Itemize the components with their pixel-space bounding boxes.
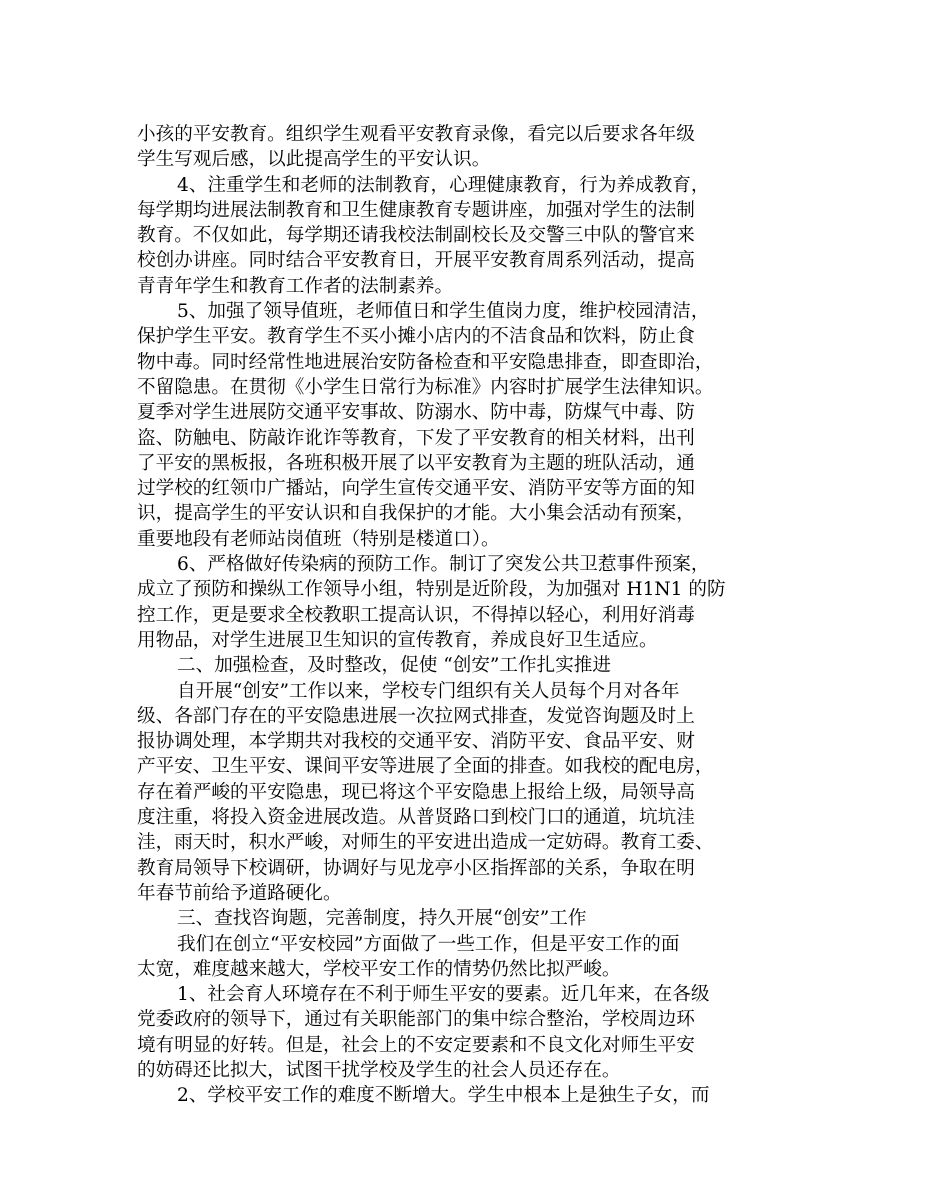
text-line: 教育局领导下校调研，协调好与见龙亭小区指挥部的关系，争取在明 — [137, 857, 695, 879]
text-line: 度注重，将投入资金进展改造。从普贤路口到校门口的通道，坑坑洼 — [137, 807, 695, 829]
text-line: 存在着严峻的平安隐患，现已将这个平安隐患上报给上级，局领导高 — [137, 781, 695, 803]
text-line: 不留隐患。在贯彻《小学生日常行为标准》内容时扩展学生法律知识。 — [137, 376, 714, 398]
text-line: 级、各部门存在的平安隐患进展一次拉网式排查，发觉咨询题及时上 — [137, 705, 695, 727]
document-body — [137, 122, 813, 1109]
text-line: 三、查找咨询题，完善制度，持久开展“创安”工作 — [177, 908, 587, 930]
text-line: 自开展“创安”工作以来，学校专门组织有关人员每个月对各年 — [177, 680, 680, 702]
text-line: 盗、防触电、防敲诈讹诈等教育，下发了平安教育的相关材料，出刊 — [137, 427, 695, 449]
text-line: 学生写观后感，以此提高学生的平安认识。 — [137, 149, 491, 171]
text-line: 境有明显的好转。但是，社会上的不安定要素和不良文化对师生平安 — [137, 1034, 695, 1056]
text-line: 每学期均进展法制教育和卫生健康教育专题讲座，加强对学生的法制 — [137, 199, 695, 221]
text-line: 的妨碍还比拟大，试图干扰学校及学生的社会人员还存在。 — [137, 1059, 621, 1081]
text-line: 我们在创立“平安校园”方面做了一些工作，但是平安工作的面 — [177, 933, 680, 955]
text-line: 教育。不仅如此，每学期还请我校法制副校长及交警三中队的警官来 — [137, 225, 695, 247]
text-line: 产平安、卫生平安、课间平安等进展了全面的排查。如我校的配电房， — [137, 756, 714, 778]
text-line: 1、社会育人环境存在不利于师生平安的要素。近几年来，在各级 — [177, 984, 710, 1006]
text-line: 二、加强检查，及时整改，促使 “创安”工作扎实推进 — [177, 655, 611, 677]
text-line: 识，提高学生的平安认识和自我保护的才能。大小集会活动有预案， — [137, 503, 695, 525]
text-line: 小孩的平安教育。组织学生观看平安教育录像，看完以后要求各年级 — [137, 124, 695, 145]
text-line: 保护学生平安。教育学生不买小摊小店内的不洁食品和饮料，防止食 — [137, 326, 695, 348]
text-line: 重要地段有老师站岗值班（特别是楼道口）。 — [137, 528, 500, 550]
text-line: 控工作，更是要求全校教职工提高认识，不得掉以轻心，利用好消毒 — [137, 604, 695, 626]
text-line: 洼，雨天时，积水严峻，对师生的平安进出造成一定妨碍。教育工委、 — [137, 832, 714, 854]
text-line: 2、学校平安工作的难度不断增大。学生中根本上是独生子女，而 — [177, 1085, 710, 1107]
text-line: 报协调处理，本学期共对我校的交通平安、消防平安、食品平安、财 — [137, 731, 695, 753]
text-line: 年春节前给予道路硬化。 — [137, 882, 342, 904]
text-line: 了平安的黑板报，各班积极开展了以平安教育为主题的班队活动，通 — [137, 452, 695, 474]
text-line: 党委政府的领导下，通过有关职能部门的集中综合整治，学校周边环 — [137, 1009, 695, 1031]
text-line: 4、注重学生和老师的法制教育，心理健康教育，行为养成教育， — [177, 174, 710, 196]
text-line: 5、加强了领导值班，老师值日和学生值岗力度，维护校园清洁， — [177, 301, 710, 323]
text-line: 校创办讲座。同时结合平安教育日，开展平安教育周系列活动，提高 — [137, 250, 695, 272]
text-line: 用物品，对学生进展卫生知识的宣传教育，养成良好卫生适应。 — [137, 629, 658, 651]
text-line: 太宽，难度越来越大，学校平安工作的情势仍然比拟严峻。 — [137, 958, 621, 980]
text-line: 过学校的红领巾广播站，向学生宣传交通平安、消防平安等方面的知 — [137, 478, 695, 500]
text-line: 青青年学生和教育工作者的法制素养。 — [137, 275, 454, 297]
text-line: 6、严格做好传染病的预防工作。制订了突发公共卫惹事件预案， — [177, 554, 710, 576]
text-line: 物中毒。同时经常性地进展治安防备检查和平安隐患排查，即查即治， — [137, 351, 714, 373]
text-line: 夏季对学生进展防交通平安事故、防溺水、防中毒，防煤气中毒、防 — [137, 402, 695, 424]
text-line: 成立了预防和操纵工作领导小组，特别是近阶段，为加强对 H1N1 的防 — [137, 579, 726, 601]
